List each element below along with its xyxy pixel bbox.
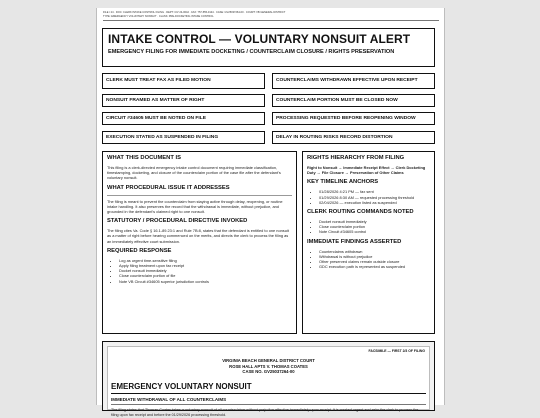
divider	[107, 195, 292, 196]
list-item: • Apply filing treatment upon fax receipt	[119, 263, 292, 268]
section-heading: KEY TIMELINE ANCHORS	[307, 179, 379, 186]
list-item: • 01/28/2026 4:21 PM — fax sent	[319, 189, 430, 194]
section-heading: CLERK ROUTING COMMANDS NOTED	[307, 209, 414, 216]
section-body: This filing is a clerk-directed emergency intake control document requiring immediate classification, timestamping, docketing, and closure of the counterclaim portion of the case file after the defendant's voluntary nonsuit.	[107, 165, 281, 181]
alert-cell: DELAY IN ROUTING RISKS RECORD DISTORTION	[272, 131, 435, 144]
right-column	[302, 151, 435, 334]
notice-body: The filing states that Thomas Coates takes a voluntary nonsuit of all counterclaims without prejudice effective immediately upon receipt. It is marked urgent and asks the clerk to process the filing upon fax receipt and before the 01/29/2026 processing threshold.	[111, 408, 419, 417]
document-title: INTAKE CONTROL — VOLUNTARY NONSUIT ALERT	[108, 32, 411, 46]
notice-title: EMERGENCY VOLUNTARY NONSUIT	[111, 382, 426, 394]
notice-subtitle: IMMEDIATE WITHDRAWAL OF ALL COUNTERCLAIMS	[111, 397, 426, 405]
rights-chain: Right to Nonsuit → Immediate Receipt Effect → Clerk Docketing Duty → File Closure → Preservation of Other Claims	[307, 165, 426, 176]
document-page	[96, 8, 445, 417]
section-heading: STATUTORY / PROCEDURAL DIRECTIVE INVOKED	[107, 218, 248, 225]
commands-list	[307, 219, 430, 235]
list-item: • Withdrawal is without prejudice	[319, 254, 430, 259]
list-item: • Docket nonsuit immediately	[119, 268, 292, 273]
list-item: • Close counterclaim portion of file	[119, 273, 292, 278]
document-subtitle: EMERGENCY FILING FOR IMMEDIATE DOCKETING / COUNTERCLAIM CLOSURE / RIGHTS PRESERVATION	[108, 49, 395, 55]
case-parties: ROSE HALL APTS V. THOMAS COATES	[229, 363, 308, 369]
facsimile-page	[107, 346, 430, 417]
court-name: VIRGINIA BEACH GENERAL DISTRICT COURT	[222, 358, 315, 363]
section-heading: RIGHTS HIERARCHY FROM FILING	[307, 155, 405, 161]
list-item: • GDC execution path is represented as suspended	[319, 264, 430, 269]
title-box	[102, 28, 435, 67]
list-item: • 01/29/2026 8:30 AM — requested processing threshold	[319, 195, 430, 200]
findings-list	[307, 249, 430, 270]
header-line-1: FILE / 24 · DOC: CLERK INTAKE CONTROL FILING · DEPT: CIV 24-0042 · FAX: 757-555-0144 · CASE: GV25037264-00 · COURT: VB GENERAL DISTRICT	[103, 11, 286, 14]
list-item: • Note Circuit #34605 control	[319, 229, 430, 234]
facsimile-panel	[102, 341, 435, 417]
court-caption	[108, 358, 429, 375]
list-item: • Other preserved claims remain outside closure	[319, 259, 430, 264]
section-heading: WHAT PROCEDURAL ISSUE IT ADDRESSES	[107, 184, 230, 191]
alert-cell: PROCESSING REQUESTED BEFORE REOPENING WINDOW	[272, 112, 435, 125]
alert-cell: COUNTERCLAIMS WITHDRAWN EFFECTIVE UPON RECEIPT	[272, 73, 435, 89]
list-item: • Log as urgent time-sensitive filing	[119, 258, 292, 263]
header-strip	[103, 11, 439, 21]
alert-cell: COUNTERCLAIM PORTION MUST BE CLOSED NOW	[272, 94, 435, 107]
alert-cell: CIRCUIT #34605 MUST BE NOTED ON FILE	[102, 112, 265, 125]
alert-cell: CLERK MUST TREAT FAX AS FILED MOTION	[102, 73, 265, 89]
section-heading: IMMEDIATE FINDINGS ASSERTED	[307, 238, 402, 245]
header-line-2: TYPE: EMERGENCY VOLUNTARY NONSUIT · CLASS: PRE-DOCKETING INTAKE CONTROL	[103, 15, 214, 18]
section-heading: REQUIRED RESPONSE	[107, 247, 172, 254]
section-body: The filing is meant to prevent the counterclaim from staying active through delay, reopening, or routine intake handling. It also preserves the record that the withdrawal is immediate, without prejudice, and grounded in the defendant's claimed right to one nonsuit.	[107, 198, 283, 215]
timeline-list	[307, 189, 430, 205]
left-column	[102, 151, 297, 334]
facsimile-label: FACSIMILE — FIRST 2/3 OF FILING	[368, 349, 425, 353]
alert-cell: EXECUTION STATED AS SUSPENDED IN FILING	[102, 131, 265, 144]
list-item: • Docket nonsuit immediately	[319, 219, 430, 224]
list-item: • Note VB Circuit #34605 superior jurisdiction controls	[119, 279, 292, 284]
section-heading: WHAT THIS DOCUMENT IS	[107, 155, 181, 161]
section-body: The filing cites Va. Code § 16.1-89.23:1 and Rule 7B:8, states that the defendant is entitled to one nonsuit as a matter of right before hearing commenced on the merits, and directs the clerk to process the filing as an immediately effective court submission.	[107, 228, 289, 244]
case-number: CASE NO. GV25037264-00	[242, 369, 295, 375]
list-item: • Close counterclaim portion	[319, 224, 430, 229]
header-rule	[103, 20, 439, 21]
response-list	[107, 258, 292, 284]
list-item: • Counterclaims withdrawn	[319, 249, 430, 254]
alert-cell: NONSUIT FRAMED AS MATTER OF RIGHT	[102, 94, 265, 107]
list-item: • 02/04/2026 — execution listed as suspended	[319, 200, 430, 205]
